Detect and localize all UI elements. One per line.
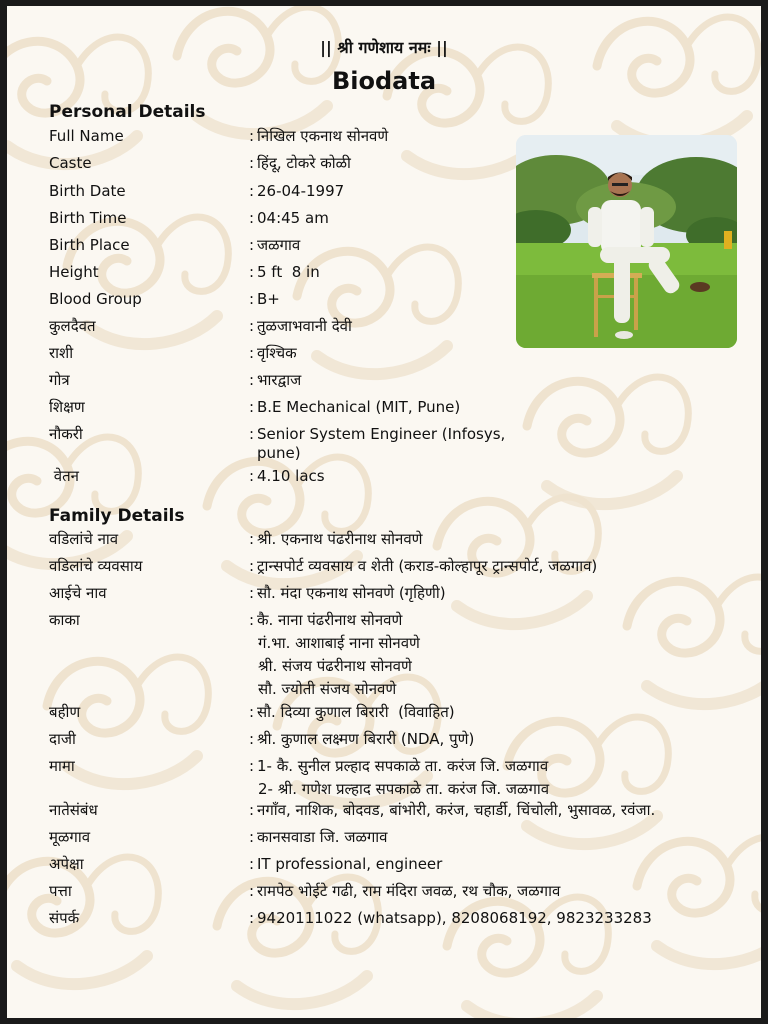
colon: : [249, 757, 255, 775]
kuldaivat-value: तुळजाभवानी देवी [257, 317, 352, 335]
colon: : [249, 371, 255, 389]
caste-value: हिंदू, टोकरे कोळी [257, 154, 351, 172]
colon: : [249, 882, 255, 900]
education-value: B.E Mechanical (MIT, Pune) [257, 398, 461, 416]
colon: : [249, 425, 255, 443]
expectation-value: IT professional, engineer [257, 855, 443, 873]
colon: : [249, 730, 255, 748]
birth-date-label: Birth Date [49, 182, 126, 200]
mama-label: मामा [49, 757, 75, 775]
birth-place-value: जळगाव [257, 236, 301, 254]
address-label: पत्ता [49, 882, 72, 900]
colon: : [249, 182, 255, 200]
caste-label: Caste [49, 154, 92, 172]
kaka-value-1: कै. नाना पंढरीनाथ सोनवणे [257, 611, 403, 629]
kaka-value-2: गं.भा. आशाबाई नाना सोनवणे [258, 634, 420, 652]
full-name-label: Full Name [49, 127, 124, 145]
address-value: रामपेठ भोईटे गढी, राम मंदिरा जवळ, रथ चौक, जळगाव [257, 882, 561, 900]
height-label: Height [49, 263, 99, 281]
education-label: शिक्षण [49, 398, 85, 416]
invocation-text: || श्री गणेशाय नमः || [320, 38, 448, 57]
colon: : [249, 801, 255, 819]
colon: : [249, 127, 255, 145]
native-place-value: कानसवाडा जि. जळगाव [257, 828, 388, 846]
brother-in-law-value: श्री. कुणाल लक्ष्मण बिरारी (NDA, पुणे) [257, 730, 475, 748]
brother-in-law-label: दाजी [49, 730, 76, 748]
biodata-page [7, 6, 761, 1018]
profile-photo-illustration [516, 135, 737, 348]
salary-label: वेतन [49, 467, 79, 485]
gotra-label: गोत्र [49, 371, 70, 389]
colon: : [249, 290, 255, 308]
colon: : [249, 317, 255, 335]
colon: : [249, 398, 255, 416]
colon: : [249, 557, 255, 575]
personal-details-heading: Personal Details [49, 102, 206, 122]
sister-value: सौ. दिव्या कुणाल बिरारी (विवाहित) [257, 703, 455, 721]
profile-photo [516, 135, 737, 348]
colon: : [249, 584, 255, 602]
mama-value-1: 1- कै. सुनील प्रल्हाद सपकाळे ता. करंज जि. जळगाव [257, 757, 549, 775]
page-title: Biodata [331, 67, 437, 95]
colon: : [249, 209, 255, 227]
family-details-heading: Family Details [49, 506, 185, 526]
colon: : [249, 236, 255, 254]
gotra-value: भारद्वाज [257, 371, 302, 389]
kaka-value-4: सौ. ज्योती संजय सोनवणे [258, 680, 397, 698]
father-name-value: श्री. एकनाथ पंढरीनाथ सोनवणे [257, 530, 423, 548]
contact-value: 9420111022 (whatsapp), 8208068192, 9823233283 [257, 909, 652, 927]
blood-group-label: Blood Group [49, 290, 142, 308]
birth-place-label: Birth Place [49, 236, 130, 254]
father-business-value: ट्रान्सपोर्ट व्यवसाय व शेती (कराड-कोल्हापूर ट्रान्सपोर्ट, जळगाव) [257, 557, 598, 575]
colon: : [249, 344, 255, 362]
kuldaivat-label: कुलदैवत [49, 317, 96, 335]
height-value: 5 ft 8 in [257, 263, 320, 281]
rashi-label: राशी [49, 344, 74, 362]
job-label: नौकरी [49, 425, 83, 443]
colon: : [249, 154, 255, 172]
kaka-value-3: श्री. संजय पंढरीनाथ सोनवणे [258, 657, 412, 675]
relations-value: नगाँव, नाशिक, बोदवड, बांभोरी, करंज, चहार्डी, चिंचोली, भुसावळ, रवंजा. [257, 801, 656, 819]
colon: : [249, 909, 255, 927]
job-value: Senior System Engineer (Infosys, [257, 425, 506, 443]
colon: : [249, 828, 255, 846]
birth-time-label: Birth Time [49, 209, 127, 227]
colon: : [249, 855, 255, 873]
contact-label: संपर्क [49, 909, 80, 927]
job-value-continued: pune) [257, 444, 301, 462]
mother-name-value: सौ. मंदा एकनाथ सोनवणे (गृहिणी) [257, 584, 446, 602]
full-name-value: निखिल एकनाथ सोनवणे [257, 127, 389, 145]
biodata-content [7, 6, 761, 1018]
native-place-label: मूळगाव [49, 828, 91, 846]
colon: : [249, 263, 255, 281]
mother-name-label: आईचे नाव [49, 584, 107, 602]
birth-time-value: 04:45 am [257, 209, 329, 227]
relations-label: नातेसंबंध [49, 801, 98, 819]
sister-label: बहीण [49, 703, 81, 721]
father-name-label: वडिलांचे नाव [49, 530, 119, 548]
father-business-label: वडिलांचे व्यवसाय [49, 557, 143, 575]
colon: : [249, 530, 255, 548]
birth-date-value: 26-04-1997 [257, 182, 345, 200]
colon: : [249, 611, 255, 629]
blood-group-value: B+ [257, 290, 280, 308]
salary-value: 4.10 lacs [257, 467, 325, 485]
kaka-label: काका [49, 611, 80, 629]
expectation-label: अपेक्षा [49, 855, 84, 873]
colon: : [249, 467, 255, 485]
colon: : [249, 703, 255, 721]
rashi-value: वृश्चिक [257, 344, 297, 362]
mama-value-2: 2- श्री. गणेश प्रल्हाद सपकाळे ता. करंज जि. जळगाव [258, 780, 550, 798]
